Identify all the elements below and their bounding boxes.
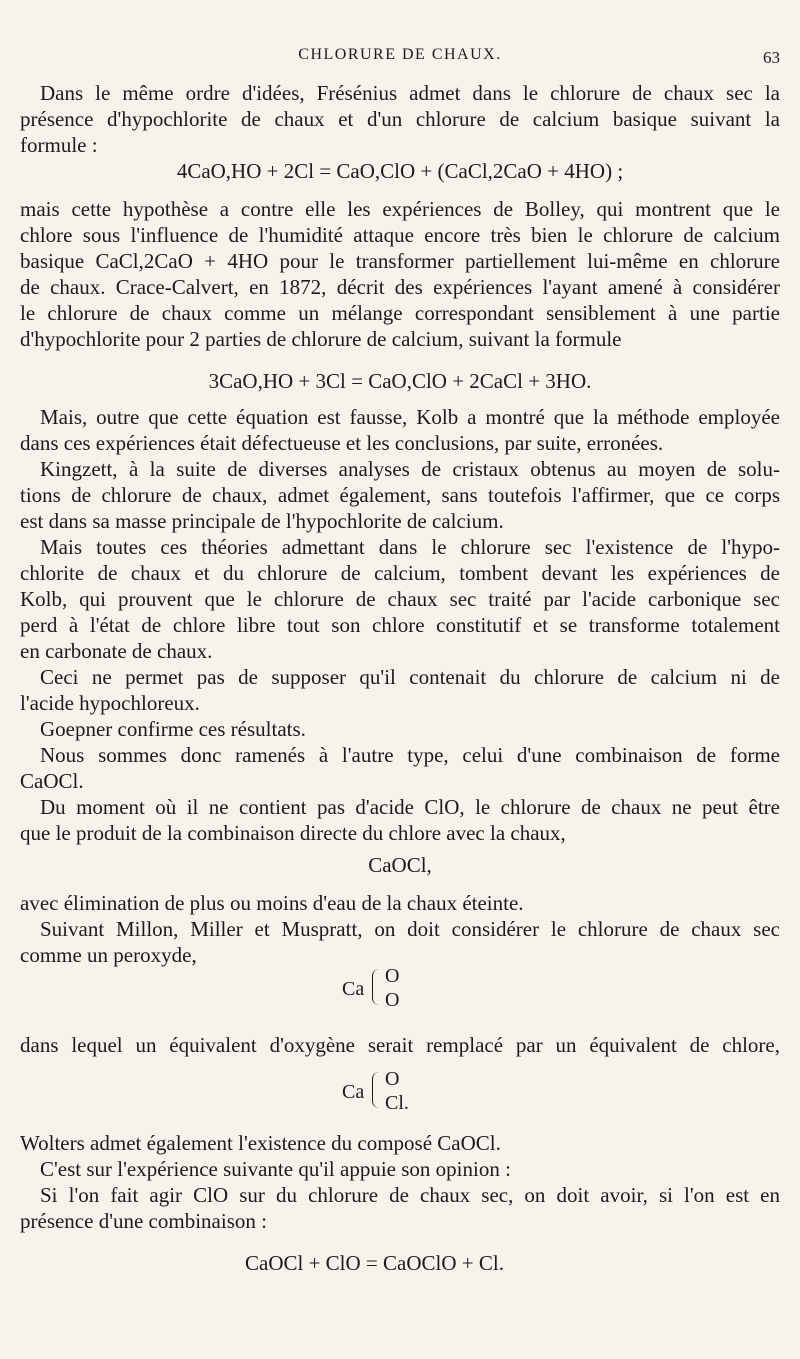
text-line: chlore sous l'influence de l'humidité attaque encore très bien le chlorure de calcium xyxy=(20,223,780,247)
formula-equation: CaOCl, xyxy=(368,853,432,877)
text-line: formule : xyxy=(20,133,98,157)
oxygen-symbol: O xyxy=(385,1068,400,1090)
oxygen-symbol: O xyxy=(385,989,400,1011)
peroxide-formula xyxy=(0,965,800,1015)
text-line: avec élimination de plus ou moins d'eau de la chaux éteinte. xyxy=(20,891,524,915)
text-line: Mais toutes ces théories admettant dans le chlorure sec l'existence de l'hypo- xyxy=(40,535,780,559)
text-line: en carbonate de chaux. xyxy=(20,639,213,663)
oxychloride-formula xyxy=(0,1068,800,1118)
text-line: dans ces expériences était défectueuse et les conclusions, par suite, erronées. xyxy=(20,431,664,455)
oxygen-symbol: O xyxy=(385,965,400,987)
text-line: tions de chlorure de chaux, admet également, sans toutefois l'affirmer, que ce corps xyxy=(20,483,780,507)
text-line: Si l'on fait agir ClO sur du chlorure de chaux sec, on doit avoir, si l'on est en xyxy=(40,1183,780,1207)
text-line: Kolb, qui prouvent que le chlorure de chaux sec traité par l'acide carbonique sec xyxy=(20,587,780,611)
page-header xyxy=(20,46,780,72)
text-line: présence d'une combinaison : xyxy=(20,1209,267,1233)
calcium-symbol: Ca xyxy=(342,978,365,1000)
text-line: C'est sur l'expérience suivante qu'il appuie son opinion : xyxy=(40,1157,511,1181)
formula-equation: CaOCl + ClO = CaOClO + Cl. xyxy=(245,1251,504,1275)
text-line: Mais, outre que cette équation est fausse, Kolb a montré que la méthode employée xyxy=(40,405,780,429)
text-line: Du moment où il ne contient pas d'acide ClO, le chlorure de chaux ne peut être xyxy=(40,795,780,819)
text-line: l'acide hypochloreux. xyxy=(20,691,200,715)
text-line: présence d'hypochlorite de chaux et d'un chlorure de calcium basique suivant la xyxy=(20,107,780,131)
formula-equation: 3CaO,HO + 3Cl = CaO,ClO + 2CaCl + 3HO. xyxy=(208,369,592,393)
running-title: CHLORURE DE CHAUX. xyxy=(298,46,502,63)
text-line: d'hypochlorite pour 2 parties de chlorure de calcium, suivant la formule xyxy=(20,327,622,351)
text-line: Goepner confirme ces résultats. xyxy=(40,717,306,741)
text-line: Dans le même ordre d'idées, Frésénius admet dans le chlorure de chaux sec la xyxy=(40,81,780,105)
text-line: perd à l'état de chlore libre tout son chlore constitutif et se transforme totalement xyxy=(20,613,780,637)
text-line: basique CaCl,2CaO + 4HO pour le transformer partiellement lui-même en chlorure xyxy=(20,249,780,273)
text-line: chlorite de chaux et du chlorure de calcium, tombent devant les expériences de xyxy=(20,561,780,585)
text-line: dans lequel un équivalent d'oxygène serait remplacé par un équivalent de chlore, xyxy=(20,1033,780,1057)
text-line: Suivant Millon, Miller et Muspratt, on doit considérer le chlorure de chaux sec xyxy=(40,917,780,941)
chlorine-symbol: Cl. xyxy=(385,1092,409,1114)
calcium-symbol: Ca xyxy=(342,1081,365,1103)
brace-symbol xyxy=(372,969,383,1005)
text-line: Nous sommes donc ramenés à l'autre type, celui d'une combinaison de forme xyxy=(40,743,780,767)
text-line: CaOCl. xyxy=(20,769,84,793)
text-line: mais cette hypothèse a contre elle les expériences de Bolley, qui montrent que le xyxy=(20,197,780,221)
text-line: Ceci ne permet pas de supposer qu'il contenait du chlorure de calcium ni de xyxy=(40,665,780,689)
text-line: est dans sa masse principale de l'hypochlorite de calcium. xyxy=(20,509,504,533)
page-number: 63 xyxy=(763,48,780,67)
text-line: que le produit de la combinaison directe du chlore avec la chaux, xyxy=(20,821,566,845)
text-line: le chlorure de chaux comme un mélange correspondant sensiblement à une partie xyxy=(20,301,780,325)
text-line: Wolters admet également l'existence du composé CaOCl. xyxy=(20,1131,501,1155)
text-line: comme un peroxyde, xyxy=(20,943,197,967)
formula-equation: 4CaO,HO + 2Cl = CaO,ClO + (CaCl,2CaO + 4HO) ; xyxy=(176,159,624,183)
text-line: de chaux. Crace-Calvert, en 1872, décrit des expériences l'ayant amené à considérer xyxy=(20,275,780,299)
brace-symbol xyxy=(372,1072,383,1108)
text-line: Kingzett, à la suite de diverses analyses de cristaux obtenus au moyen de solu- xyxy=(40,457,780,481)
